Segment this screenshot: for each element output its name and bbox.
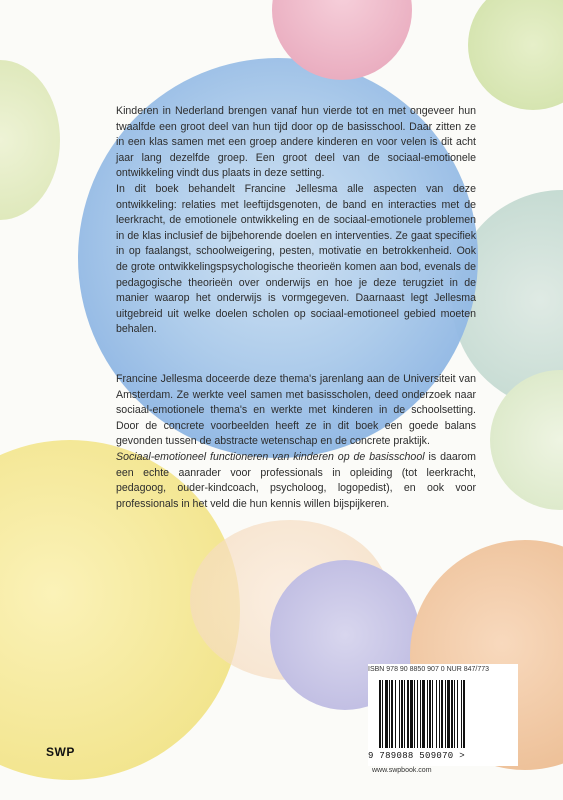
blurb-paragraph-1: Kinderen in Nederland brengen vanaf hun vierde tot en met ongeveer hun twaalfde een groot deel van hun tijd door op de basisschool. Daar zitten ze in een klas samen met een groep andere kinderen en voor velen is dit acht jaar lang dezelfde groep. Een groot deel van de sociaal-emotionele ontwikkeling vindt dus plaats in deze setting. <box>116 105 476 180</box>
publisher-logo: SWP <box>46 745 75 759</box>
blurb-block-1 <box>116 104 476 338</box>
recommendation-text: is daarom een echte aanrader voor professionals in opleiding (tot leerkracht, pedagoog, ouder-kindcoach, psycholoog, logopedist), en ook voor professionals in het veld die hun kennis willen bijspijkeren. <box>116 450 476 510</box>
recommendation-paragraph <box>116 450 476 512</box>
barcode-digits: 9 789088 509070 > <box>368 751 465 761</box>
isbn-line: ISBN 978 90 8850 907 0 NUR 847/773 <box>368 666 490 673</box>
blurb-paragraph-2: In dit boek behandelt Francine Jellesma alle aspecten van deze ontwikkeling: relaties met leeftijdsgenoten, de band en interacties met de leerkracht, de emotionele ontwikkeling en de sociaal-emotionele problemen in de klas inclusief de bijbehorende doelen en interventies. Ze gaat specifiek in op faalangst, schoolweigering, pesten, motivatie en betrokkenheid. Ook de grote ontwikkelingspsychologische theorieën komen aan bod, evenals de pedagogische theorieën over onderwijs en hoe je deze terugziet in de manier waarop het onderwijs is vormgegeven. Daarnaast legt Jellesma uitgebreid uit welke doelen scholen op sociaal-emotioneel gebied moeten behalen. <box>116 182 476 336</box>
decorative-bubble-green-top <box>468 0 563 110</box>
book-title: Sociaal-emotioneel functioneren van kinderen op de basisschool <box>116 450 425 463</box>
barcode-icon <box>377 680 509 750</box>
blurb-block-2 <box>116 372 476 512</box>
author-paragraph: Francine Jellesma doceerde deze thema's jarenlang aan de Universiteit van Amsterdam. Ze werkte veel samen met basisscholen, deed onderzoek naar sociaal-emotionele thema's en werkte met kinderen in de schoolsetting. Door de concrete voorbeelden heeft ze in dit boek een goede balans gevonden tussen de abstracte wetenschap en de concrete praktijk. <box>116 373 476 448</box>
publisher-website: www.swpbook.com <box>372 767 432 774</box>
decorative-bubble-green-left <box>0 60 60 220</box>
